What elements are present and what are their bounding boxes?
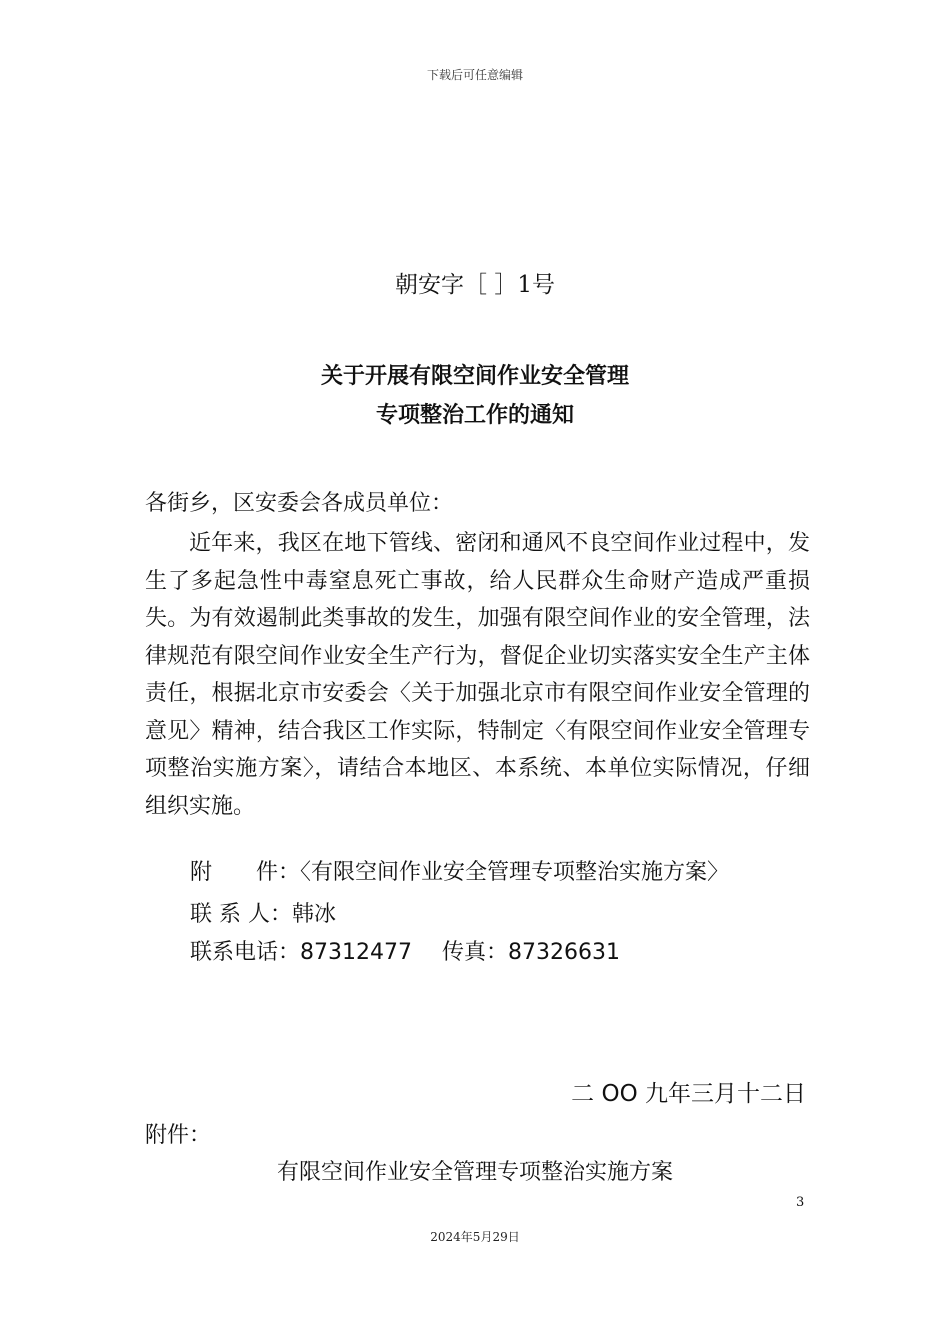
salutation: 各街乡，区安委会各成员单位： bbox=[145, 491, 454, 516]
attachment-line: 附 件：〈有限空间作业安全管理专项整治实施方案〉 bbox=[190, 860, 730, 885]
attachment-label: 附件： bbox=[145, 1123, 212, 1148]
page-footer-date: 2024年5月29日 bbox=[430, 1230, 520, 1244]
contact-person-line: 联 系 人：韩冰 bbox=[190, 902, 336, 927]
page-header: 下载后可任意编辑 bbox=[426, 68, 523, 82]
page-number: 3 bbox=[796, 1195, 805, 1210]
attachment-title: 有限空间作业安全管理专项整治实施方案 bbox=[276, 1160, 673, 1185]
document-title-line2: 专项整治工作的通知 bbox=[375, 403, 574, 428]
body-paragraph: 近年来，我区在地下管线、密闭和通风不良空间作业过程中，发生了多起急性中毒窒息死亡事故，给人民群众生命财产造成严重损失。为有效遏制此类事故的发生，加强有限空间作业的安全管理，法律规范有限空间作业安全生产行为，督促企业切实落实安全生产主体责任，根据北京市安委会〈关于加强北京市有限空间作业安全管理的意见〉精神，结合我区工作实际，特制定〈有限空间作业安全管理专项整治实施方案〉，请结合本地区、本系统、本单位实际情况，仔细组织实施。 bbox=[145, 531, 810, 819]
fax-text: 传真：87326631 bbox=[441, 940, 620, 965]
issue-date: 二 OO 九年三月十二日 bbox=[571, 1081, 806, 1107]
document-number: 朝安字［ ］1号 bbox=[395, 272, 555, 298]
document-title-line1: 关于开展有限空间作业安全管理 bbox=[320, 364, 629, 389]
contact-phone-line bbox=[190, 935, 620, 966]
phone-text: 联系电话：87312477 bbox=[190, 940, 412, 965]
